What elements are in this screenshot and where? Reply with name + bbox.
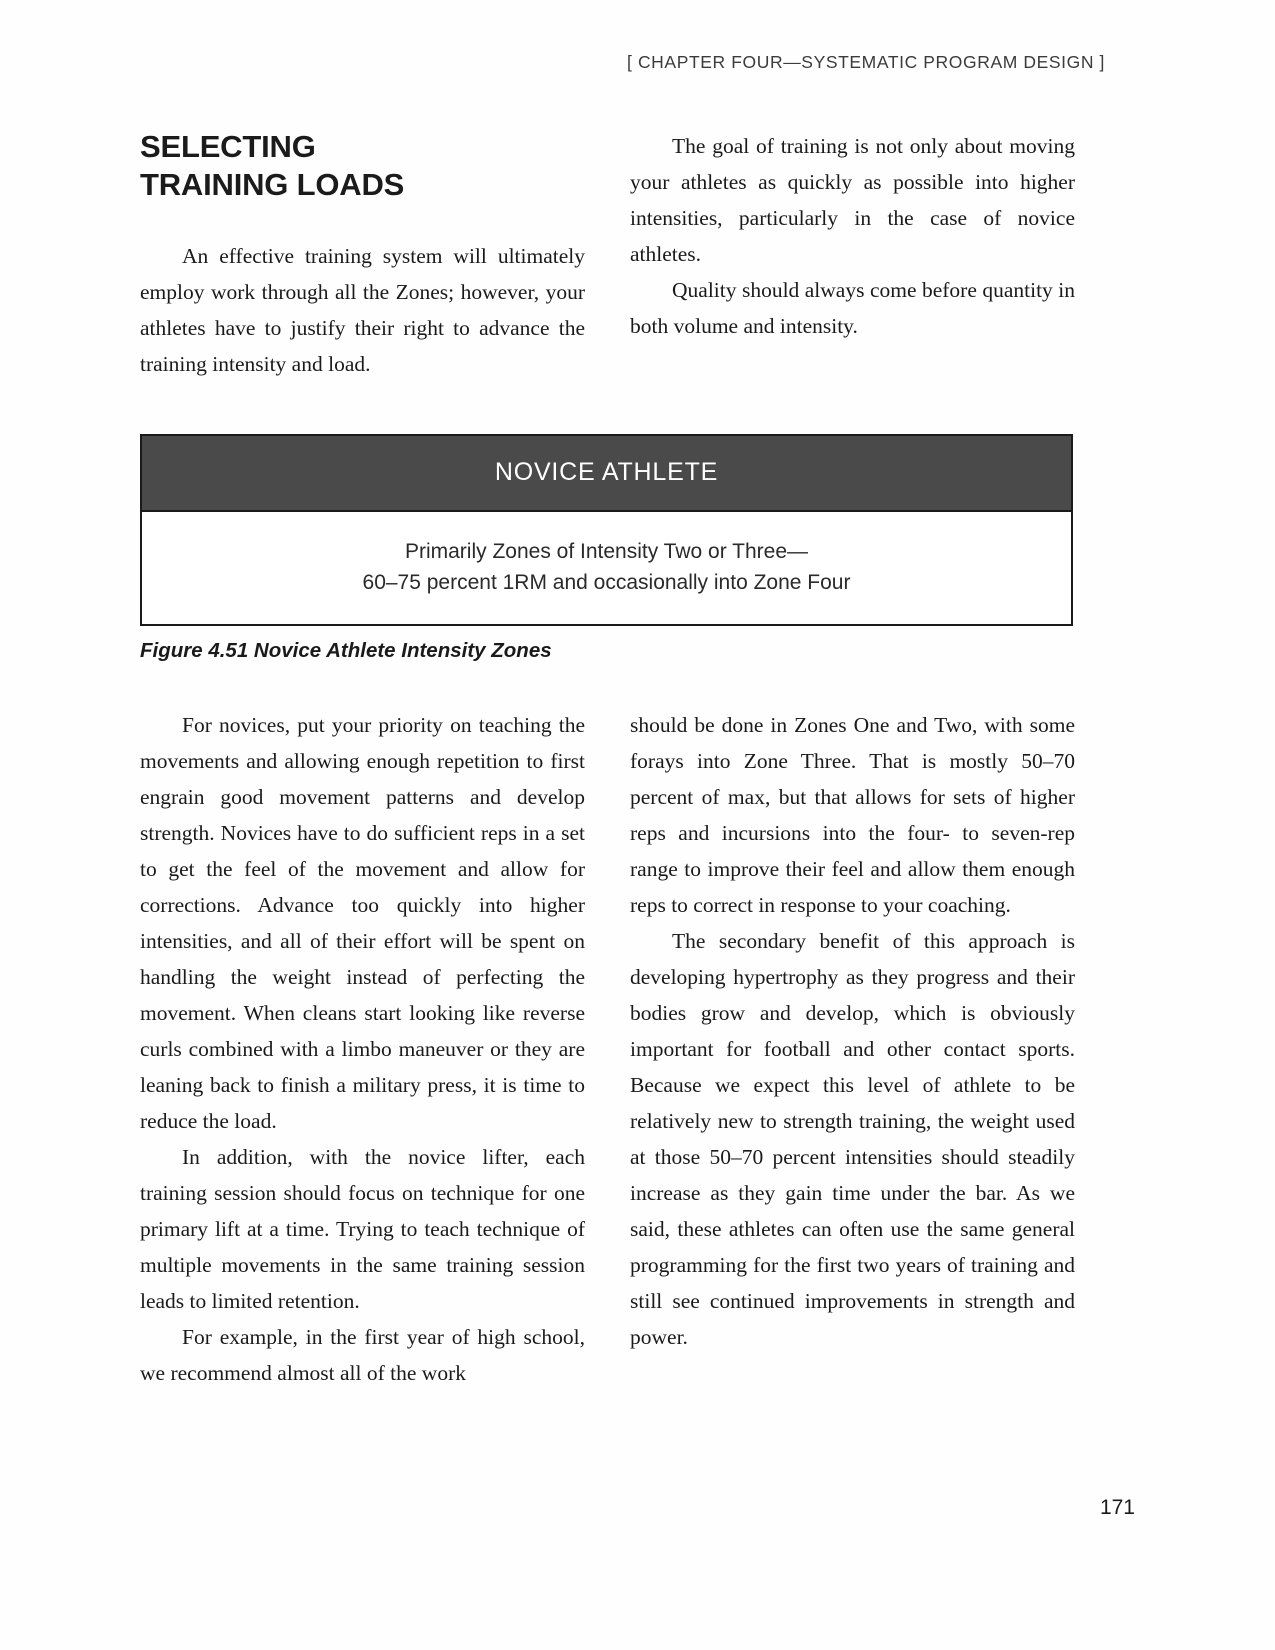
figure-block	[140, 434, 1075, 663]
page-content	[140, 128, 1075, 1391]
paragraph: An effective training system will ultimately employ work through all the Zones; however, your athletes have to justify their right to advance the training intensity and load.	[140, 243, 585, 376]
paragraph: Quality should always come before quantity in both volume and intensity.	[630, 278, 1075, 338]
page-number: 171	[1099, 1496, 1135, 1519]
page-title-line-2: TRAINING LOADS	[140, 166, 405, 202]
columns-bottom	[140, 707, 1075, 1391]
zone-table-body-line-2: 60–75 percent 1RM and occasionally into Zone Four	[362, 570, 851, 594]
column-left-top	[140, 128, 585, 382]
paragraph: should be done in Zones One and Two, with some forays into Zone Three. That is mostly 50–70 percent of max, but that allows for sets of higher reps and incursions into the four- to seven-rep range to improve their feel and allow them enough reps to correct in response to your coaching.	[630, 712, 1075, 917]
paragraph: The secondary benefit of this approach is developing hypertrophy as they progress and their bodies grow and develop, which is obviously important for football and other contact sports. Because we expect this level of athlete to be relatively new to strength training, the weight used at those 50–70 percent intensities should steadily increase as they gain time under the bar. As we said, these athletes can often use the same general programming for the first two years of training and still see continued improvements in strength and power.	[630, 928, 1075, 1349]
zone-table	[140, 434, 1073, 626]
page-title	[140, 128, 585, 204]
zone-table-header: NOVICE ATHLETE	[142, 436, 1071, 512]
running-head: [ CHAPTER FOUR—SYSTEMATIC PROGRAM DESIGN ]	[627, 52, 1105, 72]
column-right-bottom	[630, 707, 1075, 1391]
paragraph: For novices, put your priority on teaching the movements and allowing enough repetition to first engrain good movement patterns and develop strength. Novices have to do sufficient reps in a set to get the feel of the movement and allow for corrections. Advance too quickly into higher intensities, and all of their effort will be spent on handling the weight instead of perfecting the movement. When cleans start looking like reverse curls combined with a limbo maneuver or they are leaning back to finish a military press, it is time to reduce the load.	[140, 712, 585, 1133]
zone-table-body-line-1: Primarily Zones of Intensity Two or Three—	[404, 539, 809, 563]
zone-table-body	[142, 512, 1071, 624]
column-left-bottom	[140, 707, 585, 1391]
page-title-line-1: SELECTING	[140, 129, 316, 164]
paragraph: In addition, with the novice lifter, each training session should focus on technique for one primary lift at a time. Trying to teach technique of multiple movements in the same training session leads to limited retention.	[140, 1144, 585, 1313]
column-right-top	[630, 128, 1075, 382]
figure-caption: Figure 4.51 Novice Athlete Intensity Zones	[140, 638, 552, 662]
columns-top	[140, 128, 1075, 382]
paragraph: The goal of training is not only about moving your athletes as quickly as possible into higher intensities, particularly in the case of novice athletes.	[630, 134, 1075, 266]
paragraph: For example, in the first year of high school, we recommend almost all of the work	[140, 1324, 585, 1385]
